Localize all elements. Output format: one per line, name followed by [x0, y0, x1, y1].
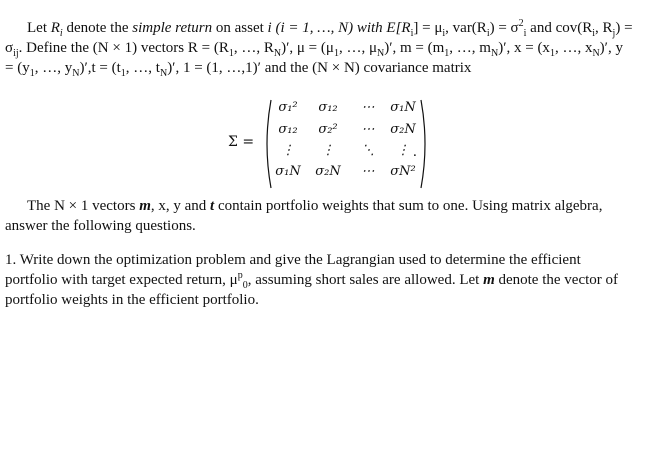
text-on-asset: on asset [212, 20, 268, 36]
matrix-cell: σN² [390, 164, 416, 179]
matrix-cell: σ₁N [275, 164, 301, 179]
text-t-dots: , …, t [125, 60, 160, 76]
text-range: (i = 1, …, N) with E[R [271, 20, 411, 36]
matrix-cell: ⋮ [281, 143, 295, 158]
right-paren-icon [420, 98, 430, 190]
text-range-sub: i [410, 28, 414, 39]
matrix-cell: ⋯ [361, 164, 375, 179]
text-p2a: The N × 1 vectors [27, 198, 140, 214]
text-mu-end: )′, m = (m [384, 40, 445, 56]
text-cov-mid: , R [595, 20, 613, 36]
question-1 [5, 250, 633, 310]
text-cov2: ) = σ [5, 20, 633, 56]
text-var-sup: 2 [518, 18, 524, 29]
text-var-sub: i [486, 28, 490, 39]
text-tN: N [159, 68, 168, 79]
text-mu1: 1 [333, 48, 339, 59]
text-p3-sub: 0 [242, 280, 248, 291]
matrix-cell: σ₁² [278, 100, 298, 115]
text-p2b: , x, y and [150, 198, 211, 214]
matrix-cell: σ₂² [318, 122, 338, 137]
text-cov-sub3: ij [13, 48, 19, 59]
text-t-end: )′, 1 = (1, …,1)′ and the (N × N) covariance matrix [167, 60, 472, 76]
text-mu-dots: , …, μ [338, 40, 377, 56]
text-cov: and cov(R [526, 20, 593, 36]
text-p3-sup: p [237, 270, 243, 281]
matrix-cell: σ₁₂ [278, 122, 298, 137]
matrix-cell: ⋱ [361, 143, 375, 158]
text-simple-return: simple return [132, 20, 213, 36]
text-muN: N [376, 48, 385, 59]
text-p3-m: m [483, 272, 495, 288]
text-xN: N [592, 48, 600, 59]
text-p2-m: m [139, 198, 151, 214]
matrix-label: Σ = [228, 134, 255, 150]
text-ri: R [50, 20, 60, 36]
text-m1: 1 [444, 48, 450, 59]
text-y-dots: , …, y [34, 60, 73, 76]
matrix-cell: σ₂N [390, 122, 416, 137]
paragraph-instructions [5, 196, 633, 236]
matrix-cell: ⋮ [396, 143, 410, 158]
text-lead: Let [27, 20, 51, 36]
text-x1: 1 [549, 48, 555, 59]
matrix-period: . [413, 144, 417, 160]
text-r-dots: , …, R [233, 40, 274, 56]
text-p3c: denote the vector of portfolio weights in the efficient portfolio. [5, 272, 619, 308]
text-t1: 1 [120, 68, 126, 79]
text-var-sub2: i [523, 28, 527, 39]
text-m-dots: , …, m [449, 40, 491, 56]
text-ri-sub: i [59, 28, 63, 39]
text-p2c: contain portfolio weights that sum to one. Using matrix algebra, answer the following questions. [5, 198, 603, 234]
paragraph-definitions [5, 18, 633, 78]
text-r1: 1 [228, 48, 234, 59]
text-i: i [267, 20, 272, 36]
matrix-cell: σ₁₂ [318, 100, 338, 115]
text-rN: N [273, 48, 282, 59]
text-x-end: )′, y = (y [5, 40, 623, 76]
text-p3b: , assuming short sales are allowed. Let [247, 272, 484, 288]
text-m-end: )′, x = (x [498, 40, 550, 56]
text-x-dots: , …, x [554, 40, 593, 56]
matrix-cell: ⋯ [361, 122, 375, 137]
text-define: . Define the (N × 1) vectors R = (R [18, 40, 229, 56]
matrix-cell: σ₁N [390, 100, 416, 115]
text-mN: N [490, 48, 499, 59]
matrix-cell: σ₂N [315, 164, 341, 179]
text-mu-sub: i [442, 28, 446, 39]
matrix-cell: ⋮ [321, 143, 335, 158]
text-var: , var(R [445, 20, 487, 36]
text-cov-sub1: i [592, 28, 596, 39]
text-p2-t: t [210, 198, 215, 214]
text-y-end: )′,t = (t [79, 60, 121, 76]
text-denote: denote the [62, 20, 133, 36]
text-cov-sub2: j [612, 28, 616, 39]
text-y1: 1 [29, 68, 35, 79]
matrix-cell: ⋯ [361, 100, 375, 115]
text-p3a: 1. Write down the optimization problem and give the Lagrangian used to determine the efficient portfolio with target expected return, μ [5, 252, 581, 288]
text-r-end: )′, μ = (μ [281, 40, 334, 56]
text-yN: N [72, 68, 80, 79]
text-var2: ) = σ [489, 20, 519, 36]
text-range2: ] = μ [413, 20, 443, 36]
